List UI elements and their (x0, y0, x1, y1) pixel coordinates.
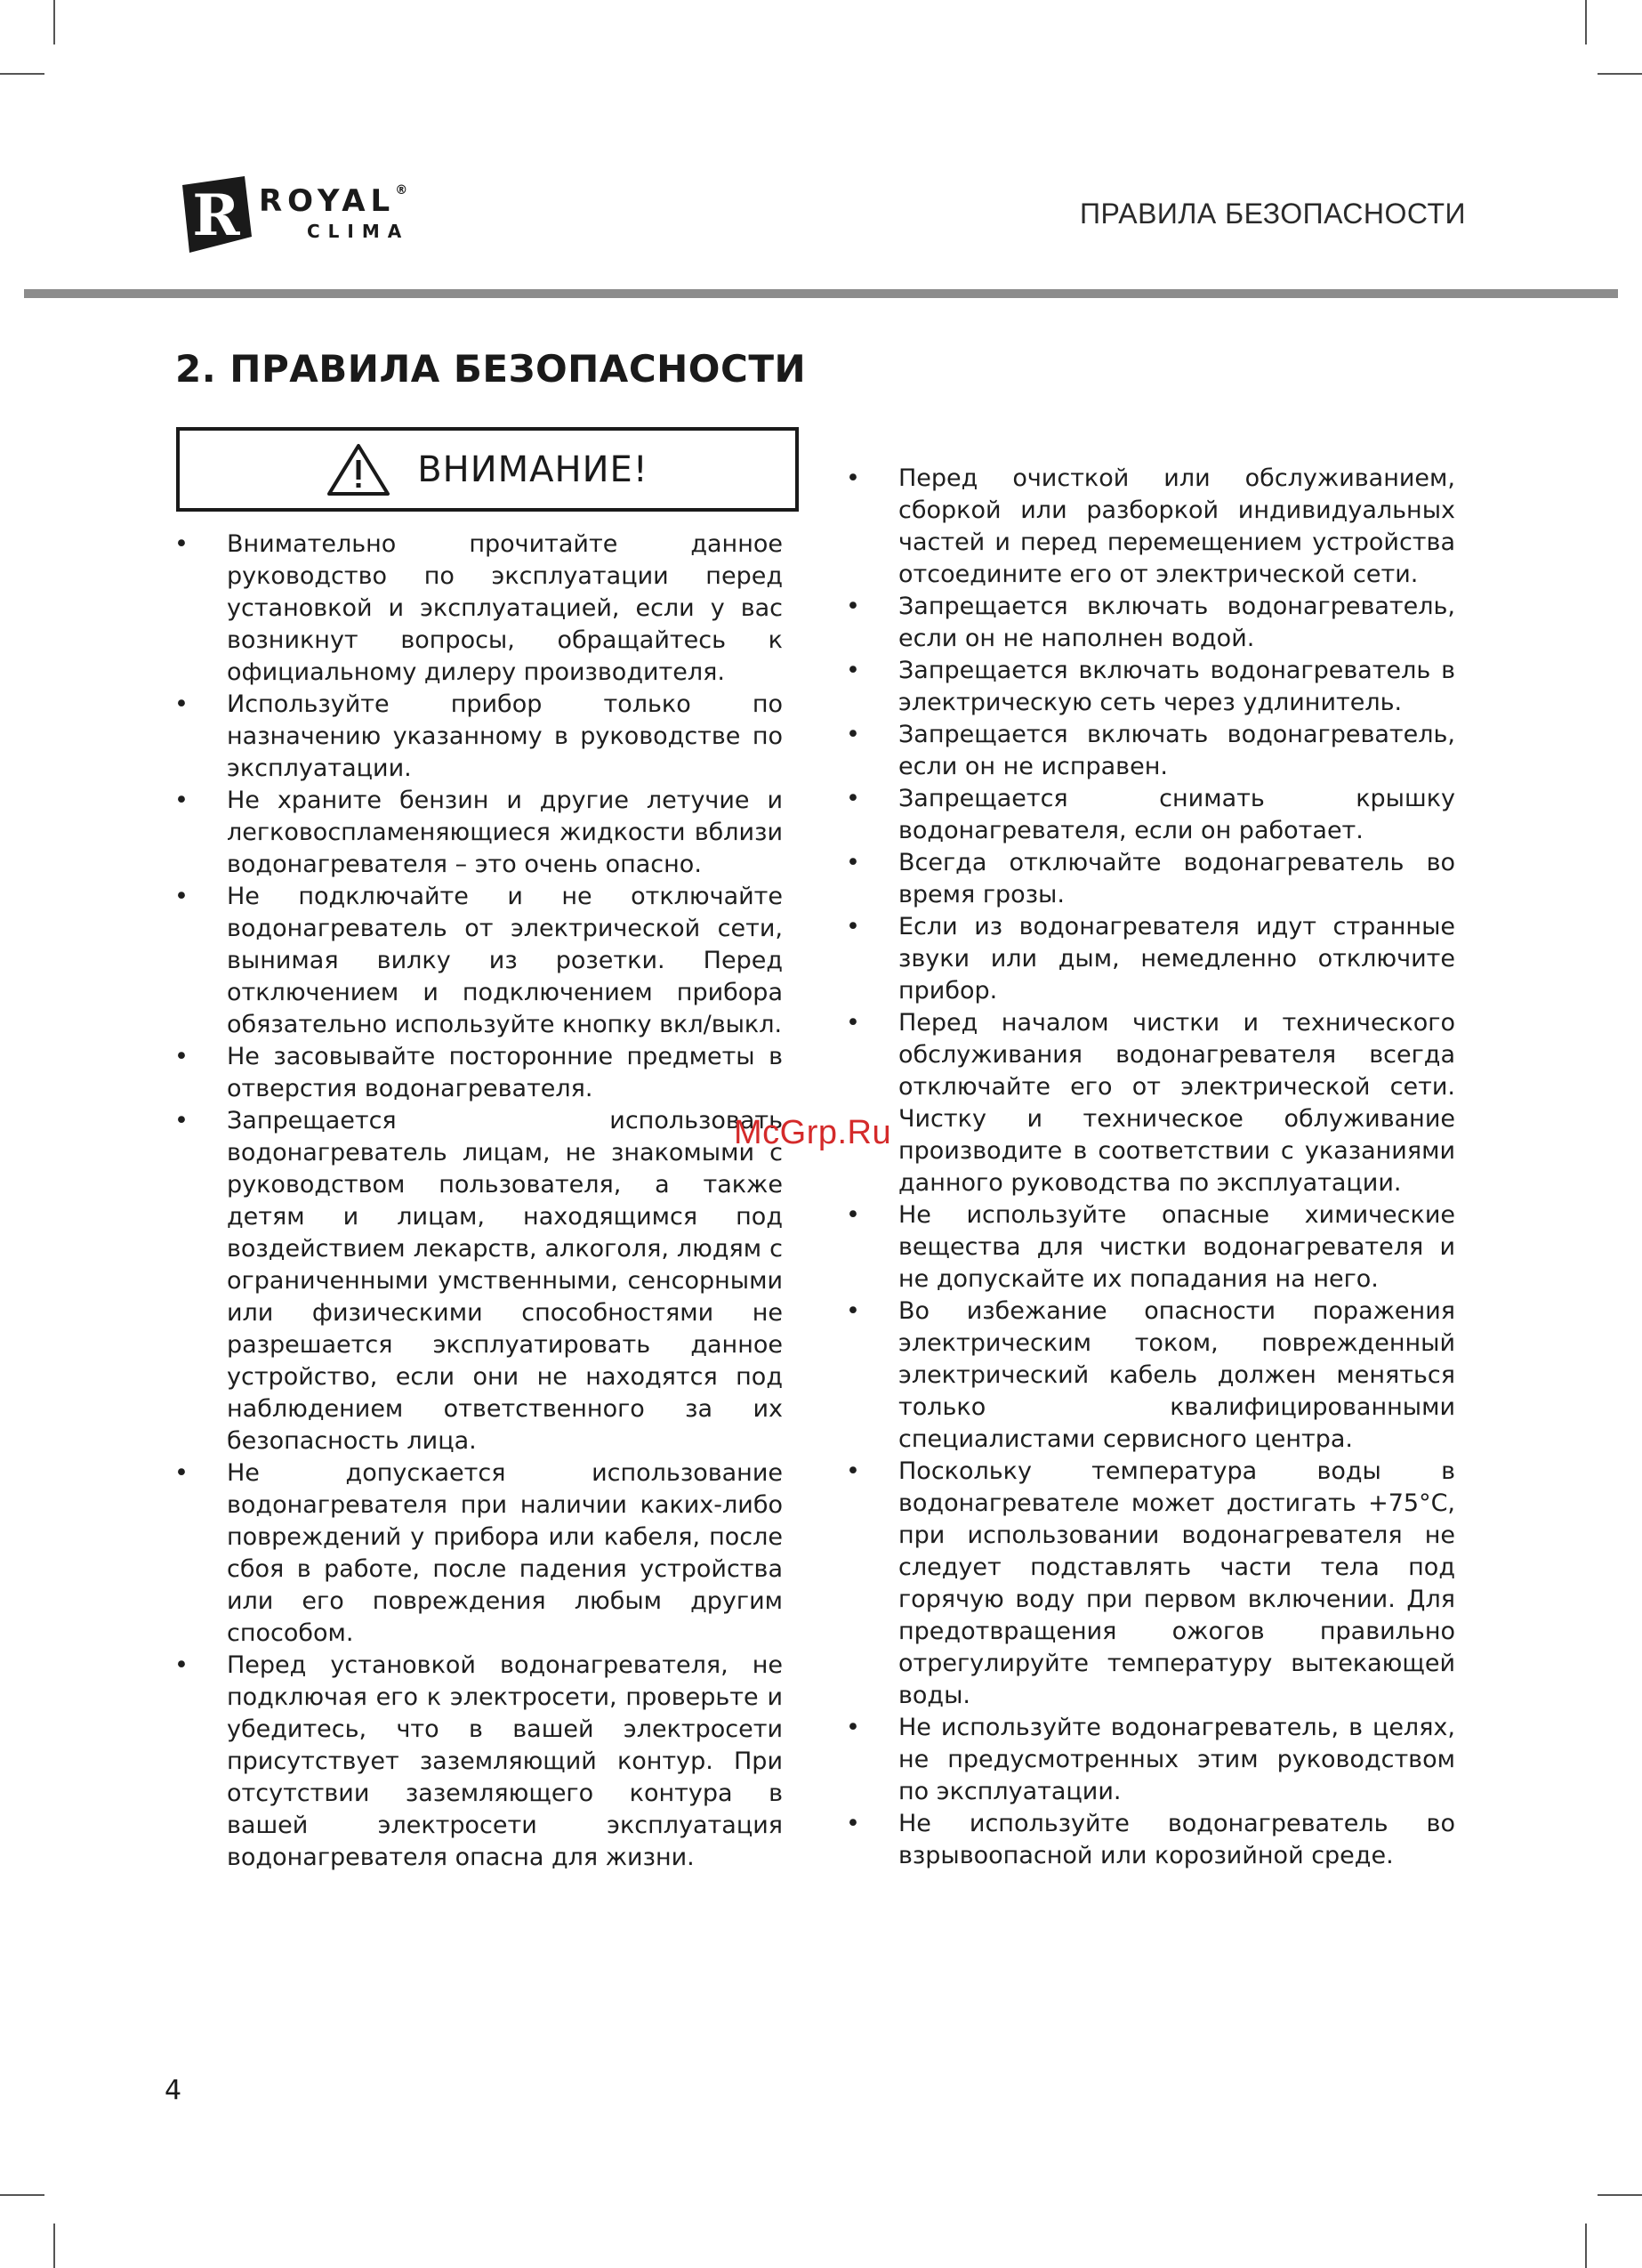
list-item: • Перед очисткой или обслуживанием, сборкой или разборкой индивидуальных частей и перед перемещением устройства отсоедините его от электрической сети. (846, 463, 1455, 591)
crop-mark (1585, 0, 1587, 44)
crop-mark (1585, 2224, 1587, 2268)
list-item: • Если из водонагревателя идут странные звуки или дым, немедленно отключите прибор. (846, 911, 1455, 1007)
list-item: • Запрещается снимать крышку водонагревателя, если он работает. (846, 783, 1455, 847)
royal-clima-logo-icon (173, 174, 255, 256)
watermark: McGrp.Ru (734, 1114, 892, 1151)
list-item: • Не используйте водонагреватель, в целях, не предусмотренных этим руководством по эксплуатации. (846, 1712, 1455, 1808)
list-item: • Не подключайте и не отключайте водонагреватель от электрической сети, вынимая вилку из розетки. Перед отключением и подключением прибора обязательно используйте кнопку вкл/выкл. (174, 881, 783, 1041)
svg-text:R: R (192, 182, 240, 249)
crop-mark (1598, 73, 1642, 75)
list-item: • Не используйте опасные химические вещества для чистки водонагревателя и не допускайте их попадания на него. (846, 1199, 1455, 1295)
safety-rules-right-column (846, 463, 1455, 1872)
list-item: • Запрещается использовать водонагреватель лицам, не знакомыми с руководством пользователя, а также детям и лицам, находящимся под воздействием лекарств, алкоголя, людям с ограниченными умственными, сенсорными или физическими способностями не разрешается эксплуатировать данное устройство, если они не находятся под наблюдением ответственного за их безопасность лица. (174, 1105, 783, 1457)
warning-label: ВНИМАНИЕ! (417, 448, 648, 490)
crop-mark (53, 2224, 55, 2268)
list-item: • Не допускается использование водонагревателя при наличии каких-либо повреждений у прибора или кабеля, после сбоя в работе, после падения устройства или его повреждения любым другим способом. (174, 1457, 783, 1650)
running-header-title: ПРАВИЛА БЕЗОПАСНОСТИ (1080, 198, 1466, 230)
brand-subname: CLIMA (307, 221, 410, 242)
list-item: • Используйте прибор только по назначению указанному в руководстве по эксплуатации. (174, 689, 783, 785)
list-item: • Не храните бензин и другие летучие и легковоспламеняющиеся жидкости вблизи водонагревателя – это очень опасно. (174, 785, 783, 881)
safety-rules-left-column (174, 529, 783, 1874)
list-item: • Внимательно прочитайте данное руководство по эксплуатации перед установкой и эксплуатацией, если у вас возникнут вопросы, обращайтесь к официальному дилеру производителя. (174, 529, 783, 689)
list-item: • Во избежание опасности поражения электрическим током, поврежденный электрический кабель должен меняться только квалифицированными специалистами сервисного центра. (846, 1295, 1455, 1456)
registered-mark: ® (395, 183, 408, 198)
warning-banner (176, 427, 799, 512)
list-item: • Не используйте водонагреватель во взрывоопасной или корозийной среде. (846, 1808, 1455, 1872)
crop-mark (1598, 2194, 1642, 2196)
crop-mark (0, 73, 44, 75)
list-item: • Всегда отключайте водонагреватель во время грозы. (846, 847, 1455, 911)
list-item: • Не засовывайте посторонние предметы в отверстия водонагревателя. (174, 1041, 783, 1105)
list-item: • Запрещается включать водонагреватель, если он не исправен. (846, 719, 1455, 783)
list-item: • Поскольку температура воды в водонагревателе может достигать +75°С, при использовании водонагревателя не следует подставлять части тела под горячую воду при первом включении. Для предотвращения ожогов правильно отрегулируйте температуру вытекающей воды. (846, 1456, 1455, 1712)
list-item: • Запрещается включать водонагреватель в электрическую сеть через удлинитель. (846, 655, 1455, 719)
list-item: • Запрещается включать водонагреватель, если он не наполнен водой. (846, 591, 1455, 655)
crop-mark (53, 0, 55, 44)
list-item: • Перед началом чистки и технического обслуживания водонагревателя всегда отключайте его от электрической сети. Чистку и техническое облуживание производите в соответствии с указаниями данного руководства по эксплуатации. (846, 1007, 1455, 1199)
page-number: 4 (165, 2075, 182, 2106)
warning-triangle-icon (326, 442, 390, 497)
header-divider (24, 289, 1618, 298)
brand-logo (173, 174, 485, 256)
crop-mark (0, 2194, 44, 2196)
page-title: 2. ПРАВИЛА БЕЗОПАСНОСТИ (175, 347, 807, 391)
list-item: • Перед установкой водонагревателя, не подключая его к электросети, проверьте и убедитесь, что в вашей электросети присутствует заземляющий контур. При отсутствии заземляющего контура в вашей электросети эксплуатация водонагревателя опасна для жизни. (174, 1650, 783, 1874)
brand-name: ROYAL® (259, 183, 408, 219)
